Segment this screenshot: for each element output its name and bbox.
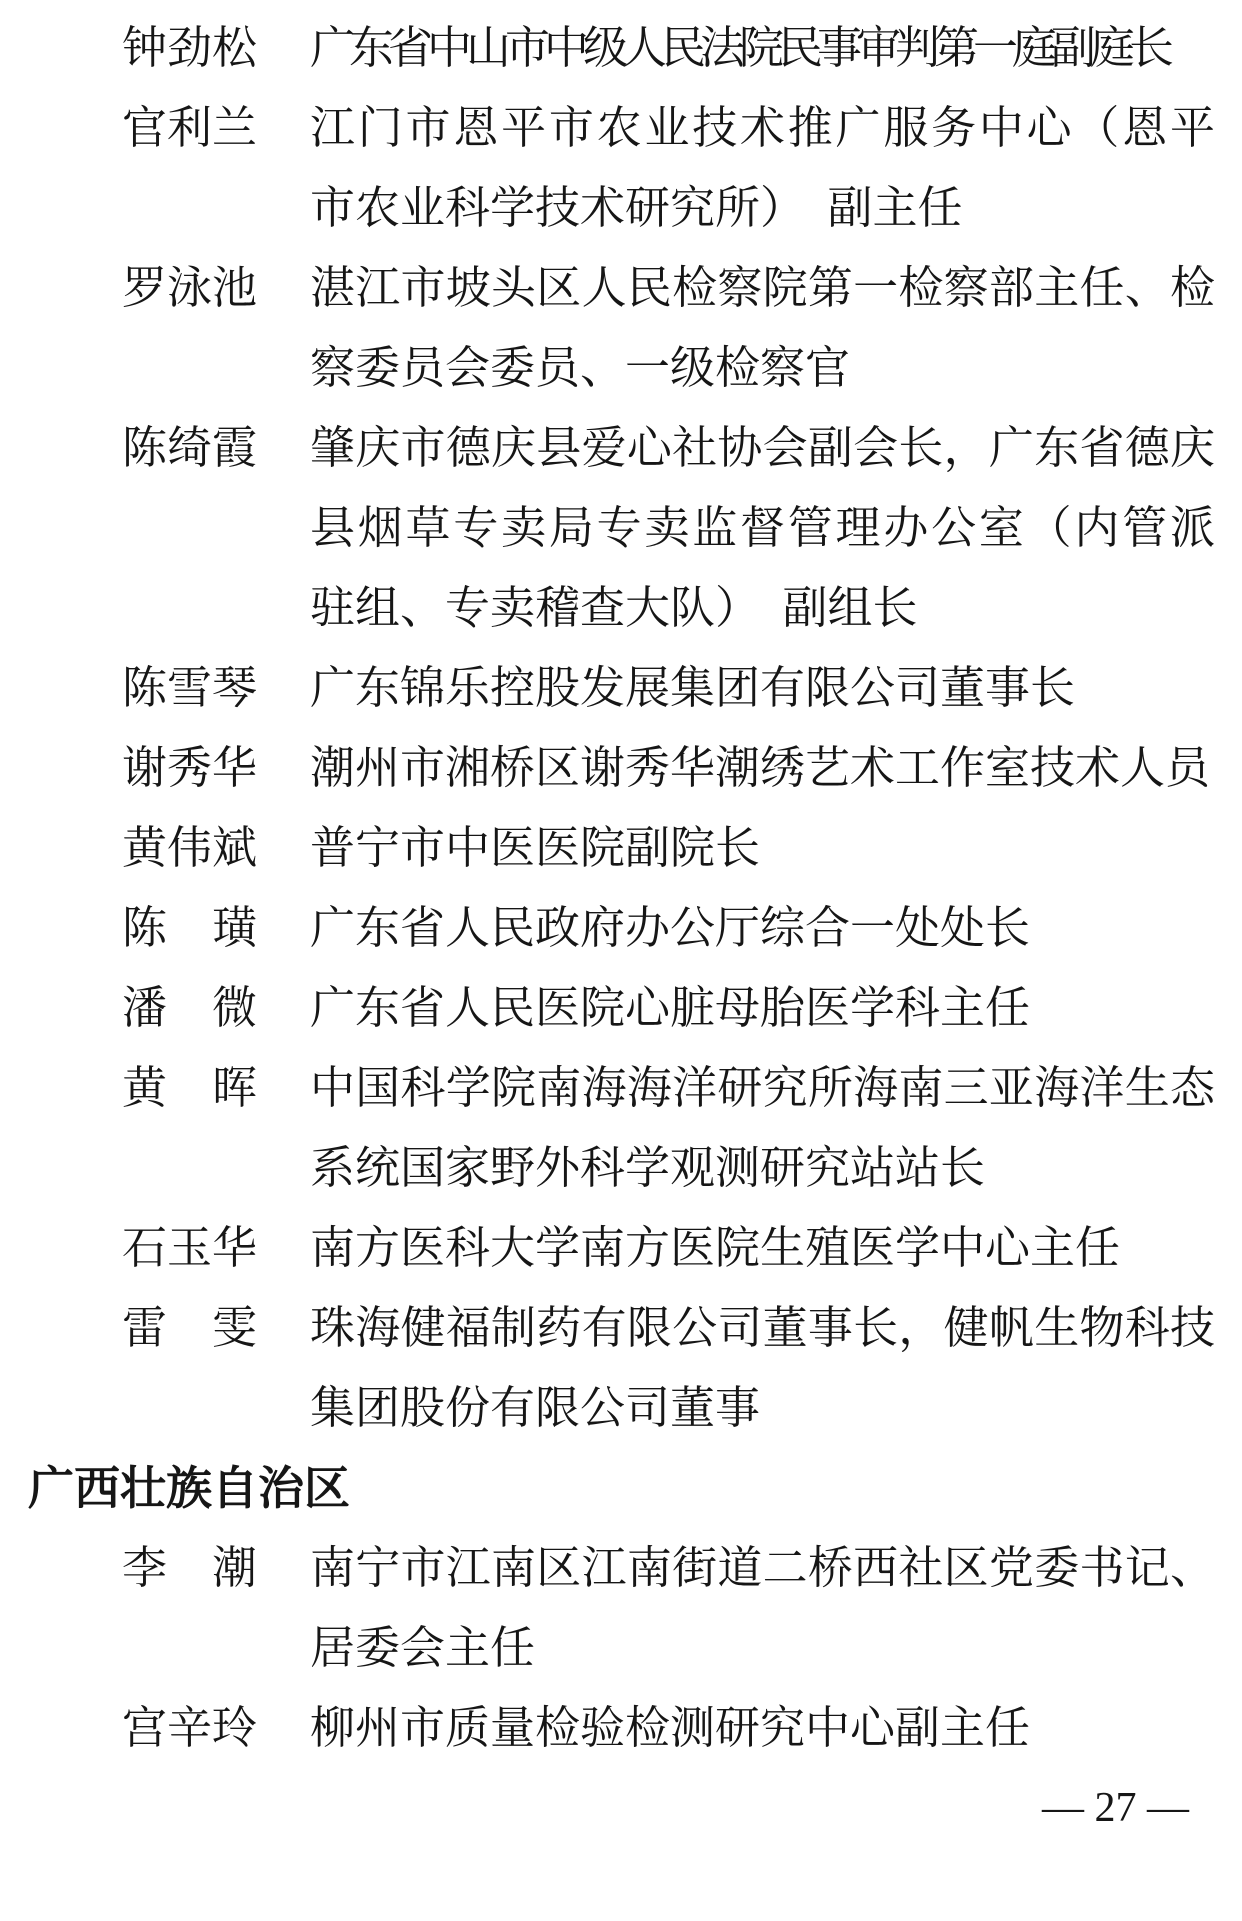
- person-name: 罗泳池: [122, 263, 258, 313]
- desc-line: 普宁市中医医院副院长: [310, 823, 761, 873]
- person-title: [310, 88, 1215, 248]
- entry-row: [0, 1688, 1242, 1768]
- entry-row: [0, 1048, 1242, 1208]
- person-name: 雷雯: [122, 1303, 257, 1353]
- entry-row: [0, 88, 1242, 248]
- desc-line: 系统国家野外科学观测研究站站长: [310, 1143, 986, 1193]
- desc-line: 市农业科学技术研究所） 副主任: [310, 183, 963, 233]
- desc-line: 江门市恩平市农业技术推广服务中心（恩平: [310, 103, 1215, 153]
- desc-line: 潮州市湘桥区谢秀华潮绣艺术工作室技术人员: [310, 743, 1211, 793]
- desc-line: 察委员会委员、一级检察官: [310, 343, 851, 393]
- person-title: [310, 648, 1215, 728]
- desc-line: 南方医科大学南方医院生殖医学中心主任: [310, 1223, 1121, 1273]
- person-title: [310, 1528, 1215, 1688]
- person-name: 陈绮霞: [122, 423, 258, 473]
- desc-line: 南宁市江南区江南街道二桥西社区党委书记、: [310, 1543, 1215, 1593]
- person-title: [310, 968, 1215, 1048]
- entry-row: [0, 248, 1242, 408]
- desc-line: 驻组、专卖稽查大队） 副组长: [310, 583, 918, 633]
- desc-line: 湛江市坡头区人民检察院第一检察部主任、检: [310, 263, 1215, 313]
- person-title: [310, 1208, 1215, 1288]
- person-name: 李潮: [122, 1543, 257, 1593]
- person-title: [310, 808, 1215, 888]
- desc-line: 肇庆市德庆县爱心社协会副会长，广东省德庆: [310, 423, 1215, 473]
- entry-row: [0, 8, 1242, 88]
- desc-line: 柳州市质量检验检测研究中心副主任: [310, 1703, 1031, 1753]
- desc-line: 中国科学院南海海洋研究所海南三亚海洋生态: [310, 1063, 1215, 1113]
- page-number: — 27 —: [1042, 1785, 1189, 1831]
- person-title: [310, 888, 1215, 968]
- person-title: [310, 1048, 1215, 1208]
- desc-line: 县烟草专卖局专卖监督管理办公室（内管派: [310, 503, 1215, 553]
- section-heading: 广西壮族自治区: [28, 1462, 350, 1514]
- person-name: 石玉华: [122, 1223, 258, 1273]
- person-name: 黄晖: [122, 1063, 257, 1113]
- desc-line: 广东省中山市中级人民法院民事审判第一庭副庭长: [310, 23, 1169, 73]
- desc-line: 珠海健福制药有限公司董事长，健帆生物科技: [310, 1303, 1215, 1353]
- person-name: 官利兰: [122, 103, 258, 153]
- entry-row: [0, 808, 1242, 888]
- entry-row: [0, 1288, 1242, 1448]
- entry-row: [0, 968, 1242, 1048]
- desc-line: 居委会主任: [310, 1623, 536, 1673]
- entry-row: [0, 648, 1242, 728]
- person-title: [310, 1288, 1215, 1448]
- person-name: 钟劲松: [122, 23, 258, 73]
- person-name: 宫辛玲: [122, 1703, 258, 1753]
- person-title: [310, 8, 1215, 88]
- entry-row: [0, 408, 1242, 648]
- desc-line: 广东省人民政府办公厅综合一处处长: [310, 903, 1031, 953]
- entry-row: [0, 728, 1242, 808]
- person-name: 谢秀华: [122, 743, 258, 793]
- desc-line: 集团股份有限公司董事: [310, 1383, 761, 1433]
- person-name: 黄伟斌: [122, 823, 258, 873]
- person-title: [310, 408, 1215, 648]
- entry-row: [0, 888, 1242, 968]
- person-title: [310, 728, 1215, 808]
- person-title: [310, 248, 1215, 408]
- person-name: 陈璜: [122, 903, 257, 953]
- entry-row: [0, 1208, 1242, 1288]
- person-name: 潘微: [122, 983, 257, 1033]
- desc-line: 广东省人民医院心脏母胎医学科主任: [310, 983, 1031, 1033]
- desc-line: 广东锦乐控股发展集团有限公司董事长: [310, 663, 1076, 713]
- person-name: 陈雪琴: [122, 663, 258, 713]
- entry-row: [0, 1528, 1242, 1688]
- person-title: [310, 1688, 1215, 1768]
